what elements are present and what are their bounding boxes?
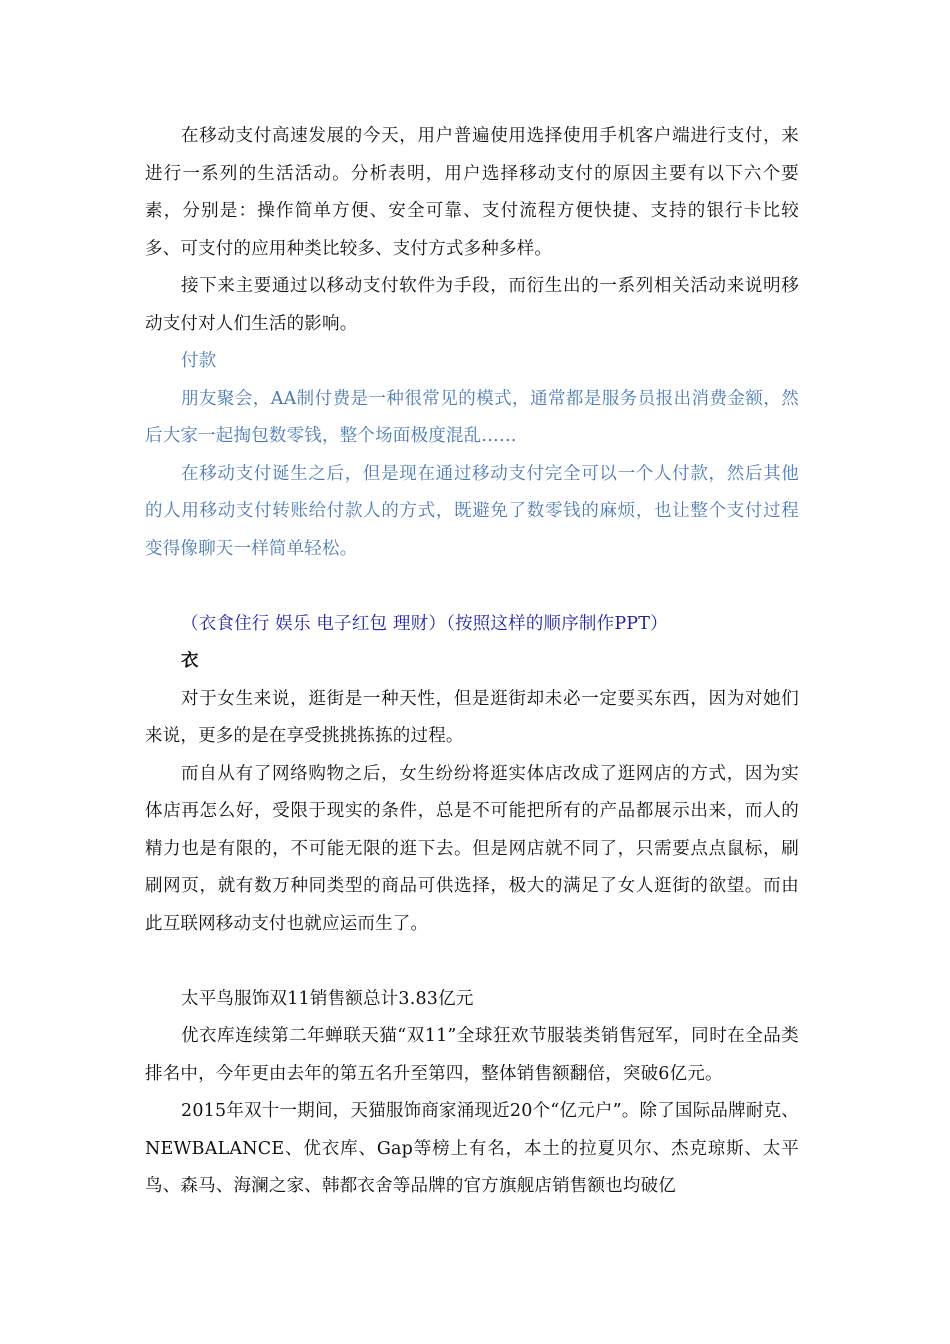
ppt-order-note: （衣食住行 娱乐 电子红包 理财）（按照这样的顺序制作PPT） <box>181 613 668 634</box>
sales-paragraph-uniqlo: 优衣库连续第二年蝉联天猫“双11”全球狂欢节服装类销售冠军，同时在全品类排名中，今年更由去年的第五名升至第四，整体销售额翻倍，突破6亿元。 <box>145 1026 799 1084</box>
intro-paragraph: 在移动支付高速发展的今天，用户普遍使用选择使用手机客户端进行支付，来进行一系列的生活活动。分析表明，用户选择移动支付的原因主要有以下六个要素，分别是：操作简单方便、安全可靠、支付流程方便快捷、支持的银行卡比较多、可支付的应用种类比较多、支付方式多种多样。 <box>145 126 799 259</box>
clothing-paragraph-2: 而自从有了网络购物之后，女生纷纷将逛实体店改成了逛网店的方式，因为实体店再怎么好，受限于现实的条件，总是不可能把所有的产品都展示出来，而人的精力也是有限的，不可能无限的逛下去。但是网店就不同了，只需要点点鼠标，刷刷网页，就有数万种同类型的商品可供选择，极大的满足了女人逛街的欲望。而由此互联网移动支付也就应运而生了。 <box>145 763 799 934</box>
section-heading-clothing: 衣 <box>181 651 199 671</box>
document-body <box>145 118 799 1206</box>
payment-paragraph-2: 在移动支付诞生之后，但是现在通过移动支付完全可以一个人付款，然后其他的人用移动支付转账给付款人的方式，既避免了数零钱的麻烦，也让整个支付过程变得像聊天一样简单轻松。 <box>145 463 799 559</box>
clothing-paragraph-1: 对于女生来说，逛街是一种天性，但是逛街却未必一定要买东西，因为对她们来说，更多的是在享受挑挑拣拣的过程。 <box>145 688 799 746</box>
sales-line-peacebird: 太平鸟服饰双11销售额总计3.83亿元 <box>181 988 474 1009</box>
blank-line <box>145 943 799 981</box>
overview-paragraph: 接下来主要通过以移动支付软件为手段，而衍生出的一系列相关活动来说明移动支付对人们生活的影响。 <box>145 276 799 334</box>
section-heading-payment: 付款 <box>181 351 217 371</box>
payment-paragraph-1: 朋友聚会，AA制付费是一种很常见的模式，通常都是服务员报出消费金额，然后大家一起掏包数零钱，整个场面极度混乱…… <box>145 388 799 446</box>
sales-paragraph-tmall: 2015年双十一期间，天猫服饰商家涌现近20个“亿元户”。除了国际品牌耐克、NEWBALANCE、优衣库、Gap等榜上有名，本土的拉夏贝尔、杰克琼斯、太平鸟、森马、海澜之家、韩都衣舍等品牌的官方旗舰店销售额也均破亿 <box>145 1101 799 1196</box>
blank-line <box>145 568 799 606</box>
